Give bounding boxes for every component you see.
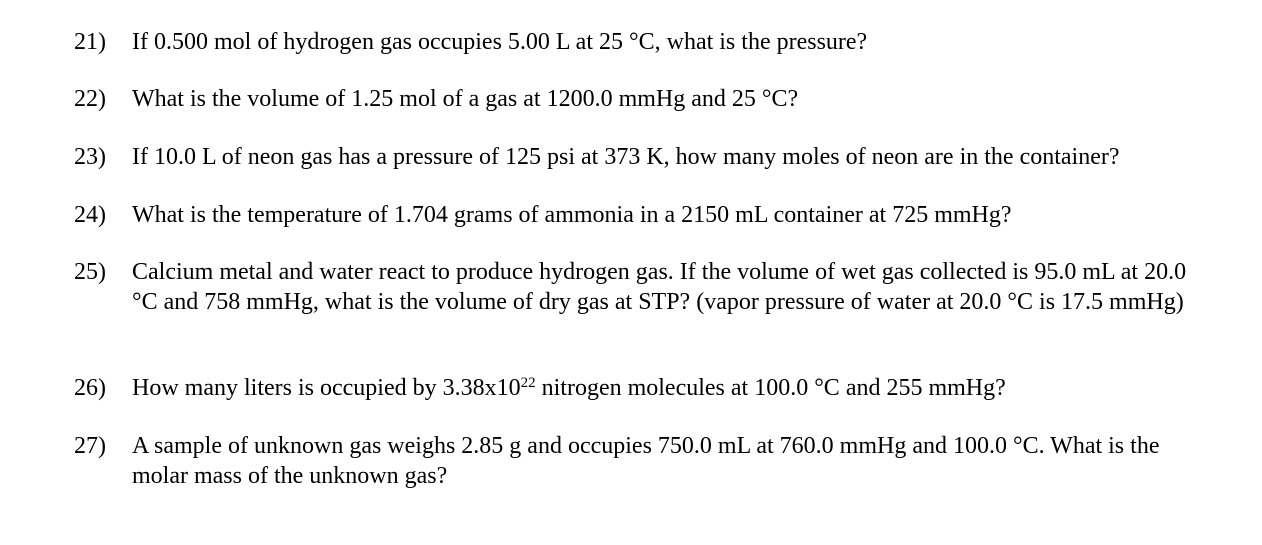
problem-text: If 10.0 L of neon gas has a pressure of 125 psi at 373 K, how many moles of neon are in the container? <box>132 144 1120 170</box>
problem-text: If 0.500 mol of hydrogen gas occupies 5.00 L at 25 °C, what is the pressure? <box>132 29 868 55</box>
problem-number: 25) <box>74 259 106 285</box>
problem-number: 22) <box>74 86 106 112</box>
problem-number: 21) <box>74 29 106 55</box>
problem-text: What is the volume of 1.25 mol of a gas at 1200.0 mmHg and 25 °C? <box>132 86 799 112</box>
problem-text: A sample of unknown gas weighs 2.85 g and occupies 750.0 mL at 760.0 mmHg and 100.0 °C. What is the molar mass of the unknown gas? <box>132 433 1160 489</box>
problem-number: 24) <box>74 202 106 228</box>
problem-26 <box>74 373 1214 403</box>
problem-27 <box>74 431 1214 491</box>
problem-text-part: How many liters is occupied by 3.38x10 <box>132 375 521 401</box>
problem-24 <box>74 200 1214 230</box>
exponent: 22 <box>520 374 536 391</box>
problem-text-part: nitrogen molecules at 100.0 °C and 255 mmHg? <box>535 375 1006 401</box>
problem-text <box>132 373 1214 403</box>
problem-number: 27) <box>74 433 106 459</box>
problem-25 <box>74 257 1214 317</box>
problem-text: Calcium metal and water react to produce hydrogen gas. If the volume of wet gas collected is 95.0 mL at 20.0 °C and 758 mmHg, what is the volume of dry gas at STP? (vapor pressure of water at 20.0 °C is 17.5 mmHg) <box>132 259 1187 315</box>
problem-number: 23) <box>74 144 106 170</box>
problem-number: 26) <box>74 375 106 401</box>
problem-text: What is the temperature of 1.704 grams of ammonia in a 2150 mL container at 725 mmHg? <box>132 202 1012 228</box>
problem-22 <box>74 84 1214 114</box>
problem-21 <box>74 27 1214 57</box>
problem-23 <box>74 142 1214 172</box>
